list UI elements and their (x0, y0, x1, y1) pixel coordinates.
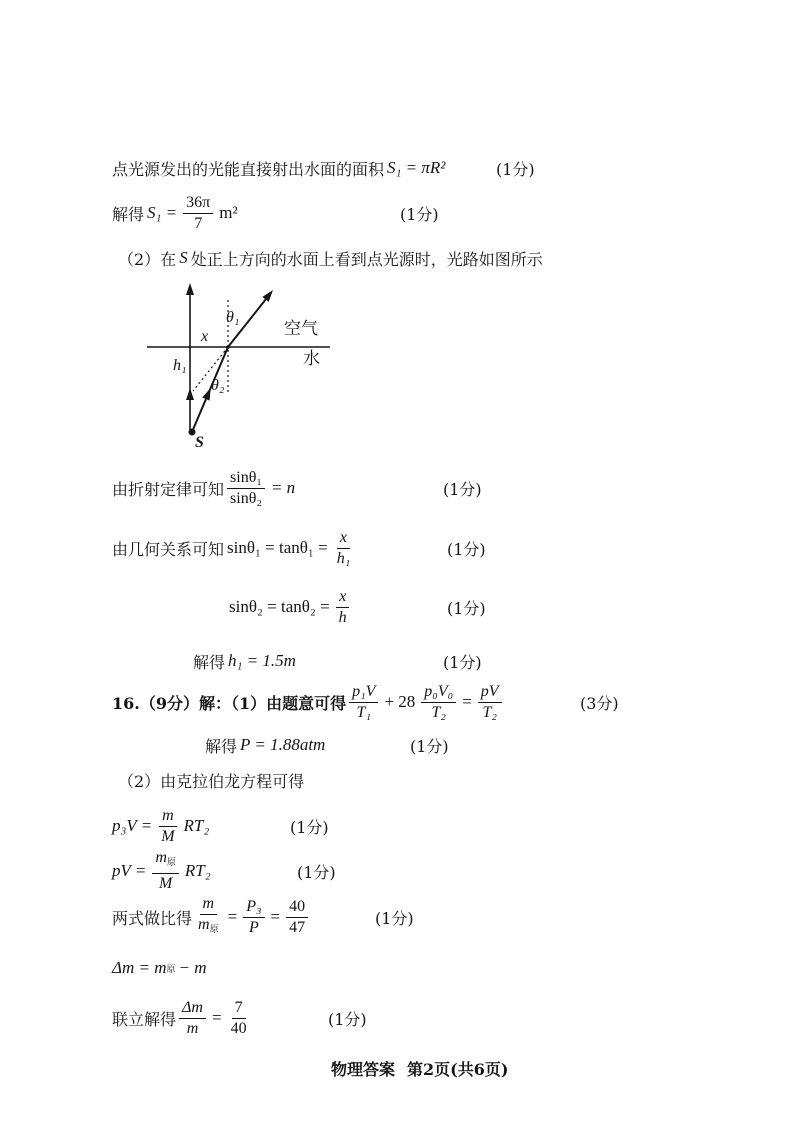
eq1-fraction (158, 807, 177, 846)
fraction-numerator: 36π (183, 194, 213, 214)
part2-intro-var: S (179, 248, 188, 267)
fraction-denominator: 40 (230, 1019, 247, 1037)
final-equals: = (211, 1008, 222, 1027)
area-formula: S₁ = πR² (387, 158, 446, 177)
q16-plus-term: + 28 (384, 692, 416, 711)
q16-part2-text: （2）由克拉伯龙方程可得 (118, 771, 305, 791)
refraction-rhs: = n (270, 478, 296, 497)
area-result-lhs: S₁ = (147, 203, 178, 222)
p-result-expr: P = 1.88atm (240, 735, 326, 754)
fraction-denominator: M (161, 827, 175, 845)
ratio-label: 两式做比得 (112, 908, 193, 928)
incident-ray-arrow (202, 388, 210, 401)
fraction-numerator: Δm (179, 999, 206, 1019)
final-score: (1分) (328, 1009, 367, 1029)
eq1-lhs: p₃V = (112, 816, 153, 835)
area-result-unit: m² (219, 203, 238, 222)
refraction-score: (1分) (443, 479, 482, 499)
fraction-numerator: x (337, 529, 350, 549)
delta-line (112, 946, 210, 990)
q16-fraction-3 (478, 683, 502, 722)
final-line (112, 996, 253, 1040)
fraction-denominator: M (158, 875, 173, 892)
delta-tail: − m (178, 958, 207, 977)
area-line (112, 146, 448, 190)
geometry2-expr: sinθ₂ = tanθ₂ = (229, 597, 330, 616)
fraction-numerator (152, 849, 179, 874)
fraction-numerator: p₀V₀ (421, 683, 456, 703)
numerator-base: m (155, 849, 167, 866)
fraction-denominator: sinθ₂ (230, 489, 262, 507)
eq2-lhs: pV = (112, 861, 147, 880)
eq2-tail: RT₂ (184, 861, 211, 880)
area-text: 点光源发出的光能直接射出水面的面积 (112, 159, 385, 179)
ratio-score: (1分) (375, 908, 414, 928)
ratio-fraction-3 (286, 898, 308, 937)
denominator-base: m (198, 916, 210, 933)
q16-fraction-1 (349, 683, 378, 722)
eq2-fraction (152, 849, 179, 893)
vertical-ray-mid-arrow (186, 388, 194, 400)
geometry1-line (112, 526, 356, 570)
eq1-tail: RT₂ (183, 816, 210, 835)
fraction-denominator: P (248, 918, 259, 936)
page-footer (331, 1046, 508, 1090)
fraction-denominator: T₁ (356, 703, 372, 721)
source-label: S (195, 434, 204, 450)
fraction-numerator: sinθ₁ (227, 469, 265, 489)
part2-intro-suffix: 处正上方向的水面上看到点光源时，光路如图所示 (190, 249, 543, 269)
final-fraction-1 (179, 999, 206, 1038)
footer-subject: 物理答案 (331, 1059, 396, 1079)
air-label: 空气 (284, 319, 318, 339)
incidence-point-dot (226, 345, 230, 349)
final-fraction-2 (228, 999, 250, 1038)
fraction-denominator: 47 (289, 918, 306, 936)
fraction-denominator: h (338, 608, 347, 626)
q16-main-score: (3分) (580, 693, 619, 713)
water-label: 水 (303, 349, 320, 369)
eq1-line (112, 804, 212, 848)
x-label: x (201, 328, 209, 345)
theta1-label: θ₁ (226, 309, 240, 326)
fraction-numerator: m (159, 807, 177, 827)
fraction-numerator: P₃ (243, 898, 264, 918)
fraction-denominator: 7 (194, 214, 203, 232)
area-score: (1分) (496, 159, 535, 179)
fraction-denominator: T₂ (431, 703, 446, 721)
fraction-numerator: 7 (232, 999, 246, 1019)
p-result-score: (1分) (410, 736, 449, 756)
q16-main-line (112, 680, 505, 724)
fraction-denominator: h₁ (336, 549, 351, 567)
geometry2-line (226, 585, 353, 629)
part2-intro-line (118, 236, 543, 280)
ratio-equals-2: = (270, 907, 281, 926)
refraction-label: 由折射定律可知 (112, 479, 225, 499)
final-label: 联立解得 (112, 1009, 177, 1029)
q16-fraction-2 (421, 683, 456, 722)
ratio-line (112, 895, 311, 939)
h1-result-line (193, 639, 299, 683)
delta-subscript: 原 (166, 964, 176, 975)
h1-result-expr: h₁ = 1.5m (228, 651, 296, 670)
refraction-fraction (227, 469, 265, 508)
eq1-score: (1分) (290, 817, 329, 837)
q16-equals: = (462, 692, 472, 711)
fraction-denominator (195, 915, 222, 939)
ratio-fraction-1 (195, 895, 222, 939)
ratio-equals-1: = (227, 907, 238, 926)
geometry1-score: (1分) (447, 539, 486, 559)
h1-label: h₁ (173, 357, 187, 374)
eq2-score: (1分) (297, 862, 336, 882)
p-result-label: 解得 (205, 736, 238, 756)
fraction-numerator: 40 (286, 898, 308, 918)
h1-result-score: (1分) (443, 652, 482, 672)
footer-page-info: 第2页(共6页) (407, 1059, 509, 1079)
geometry1-fraction (334, 529, 354, 568)
area-result-label: 解得 (112, 204, 145, 224)
refraction-line (112, 466, 298, 510)
area-result-line (112, 191, 241, 235)
area-result-fraction (183, 194, 213, 233)
light-path-diagram (140, 280, 340, 450)
numerator-subscript: 原 (166, 858, 176, 868)
part2-intro-prefix: （2）在 (118, 249, 177, 269)
geometry2-fraction (336, 588, 350, 627)
fraction-numerator: x (336, 588, 349, 608)
q16-header: 16.（9分）解：（1）由题意可得 (112, 693, 347, 713)
vertical-ray-top-arrow (186, 283, 194, 295)
denominator-subscript: 原 (209, 925, 219, 935)
geometry1-expr: sinθ₁ = tanθ₁ = (227, 538, 328, 557)
q16-part2-line (118, 758, 304, 802)
eq2-line (112, 849, 214, 893)
fraction-numerator: pV (478, 683, 502, 703)
ratio-fraction-2 (243, 898, 264, 937)
fraction-numerator: p₁V (349, 683, 378, 703)
h1-result-label: 解得 (193, 652, 226, 672)
theta2-label: θ₂ (211, 377, 225, 394)
fraction-denominator: T₂ (482, 703, 497, 721)
area-result-score: (1分) (400, 204, 439, 224)
delta-lhs: Δm = m (112, 958, 167, 977)
fraction-denominator: m (186, 1019, 199, 1037)
fraction-numerator: m (200, 895, 218, 915)
geometry1-label: 由几何关系可知 (112, 539, 225, 559)
geometry2-score: (1分) (447, 598, 486, 618)
